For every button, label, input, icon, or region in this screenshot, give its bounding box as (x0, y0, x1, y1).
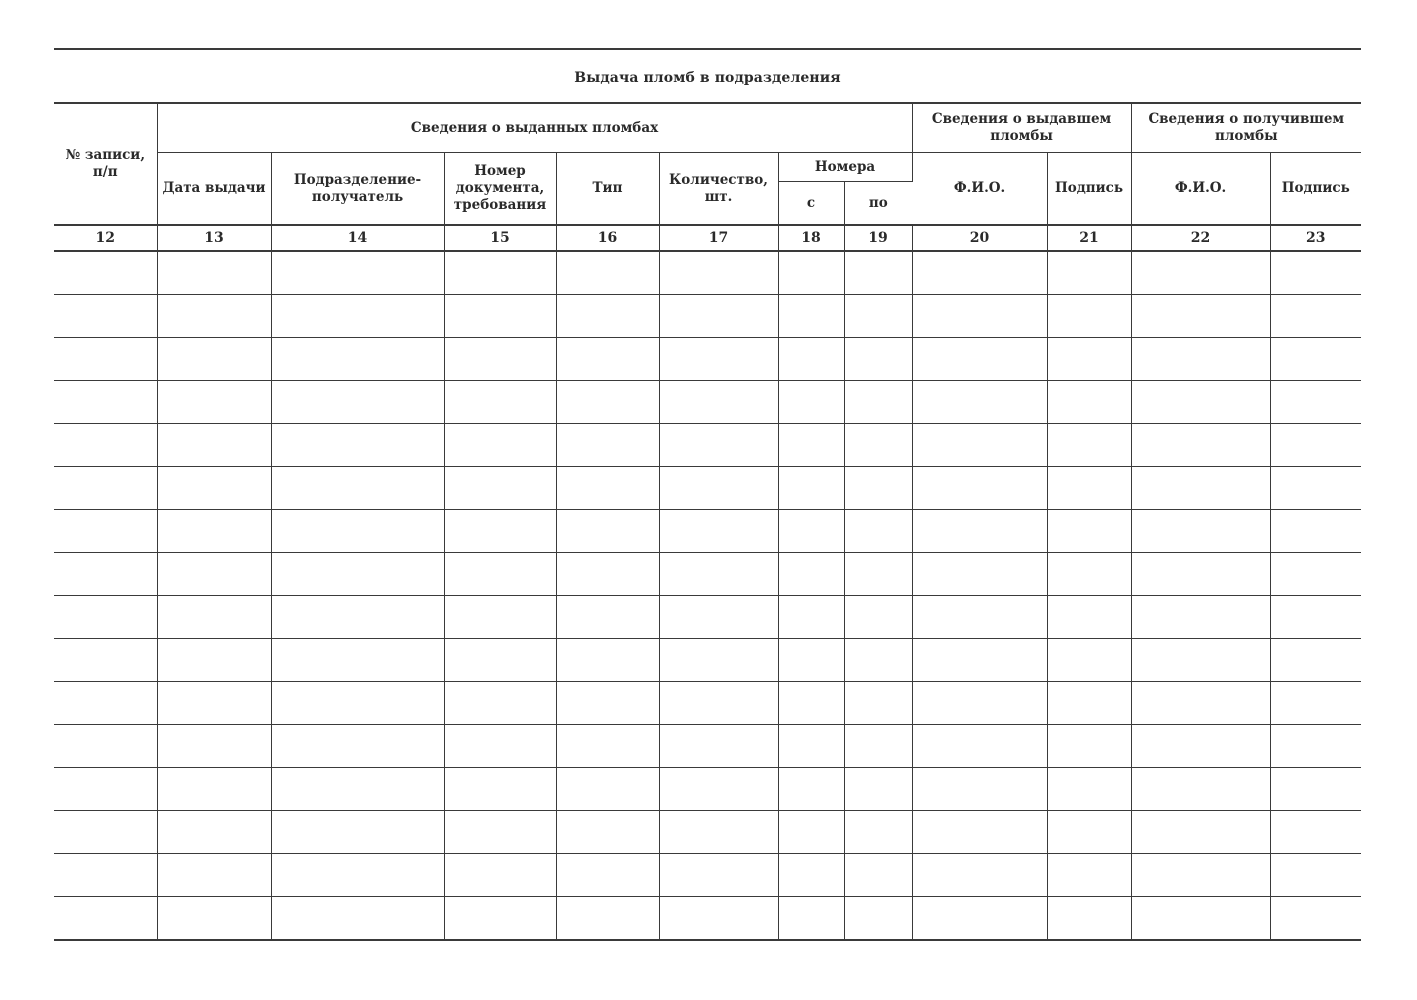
table-cell[interactable] (1131, 682, 1270, 725)
table-cell[interactable] (1131, 510, 1270, 553)
header-issue-date: Дата выдачи (157, 153, 271, 226)
table-cell[interactable] (54, 682, 157, 725)
table-cell[interactable] (844, 467, 912, 510)
table-cell[interactable] (912, 467, 1047, 510)
header-numbers: Номера (778, 153, 912, 182)
table-row (54, 338, 1361, 381)
table-cell[interactable] (444, 725, 556, 768)
header-numbers-from: с (778, 182, 844, 226)
table-cell[interactable] (778, 381, 844, 424)
column-number: 22 (1131, 225, 1270, 251)
table-cell[interactable] (54, 596, 157, 639)
table-cell[interactable] (54, 854, 157, 897)
table-cell[interactable] (1131, 251, 1270, 295)
table-cell[interactable] (912, 424, 1047, 467)
table-cell[interactable] (659, 424, 778, 467)
table-cell[interactable] (54, 467, 157, 510)
table-cell[interactable] (1270, 682, 1361, 725)
table-cell[interactable] (659, 897, 778, 940)
header-issuer-name: Ф.И.О. (912, 153, 1047, 226)
table-cell[interactable] (556, 553, 659, 596)
table-cell[interactable] (1047, 639, 1131, 682)
table-cell[interactable] (271, 811, 444, 854)
table-cell[interactable] (912, 510, 1047, 553)
table-cell[interactable] (157, 295, 271, 338)
table-row (54, 725, 1361, 768)
table-cell[interactable] (844, 424, 912, 467)
header-department: Подразделение-получатель (271, 153, 444, 226)
table-cell[interactable] (271, 596, 444, 639)
table-cell[interactable] (54, 510, 157, 553)
table-cell[interactable] (912, 553, 1047, 596)
table-cell[interactable] (659, 811, 778, 854)
table-cell[interactable] (844, 381, 912, 424)
header-receiver-info: Сведения о получившем пломбы (1131, 103, 1361, 153)
table-cell[interactable] (1131, 725, 1270, 768)
table-cell[interactable] (1131, 553, 1270, 596)
header-issued-info: Сведения о выданных пломбах (157, 103, 912, 153)
table-cell[interactable] (778, 811, 844, 854)
column-number: 20 (912, 225, 1047, 251)
table-cell[interactable] (1131, 854, 1270, 897)
table-cell[interactable] (778, 725, 844, 768)
table-cell[interactable] (1270, 510, 1361, 553)
table-cell[interactable] (54, 811, 157, 854)
table-cell[interactable] (54, 553, 157, 596)
column-number: 13 (157, 225, 271, 251)
table-cell[interactable] (556, 768, 659, 811)
table-cell[interactable] (1131, 338, 1270, 381)
table-cell[interactable] (659, 682, 778, 725)
table-cell[interactable] (556, 424, 659, 467)
form-title: Выдача пломб в подразделения (574, 70, 841, 86)
table-cell[interactable] (912, 295, 1047, 338)
column-number: 14 (271, 225, 444, 251)
table-cell[interactable] (912, 596, 1047, 639)
table-cell[interactable] (556, 725, 659, 768)
table-cell[interactable] (1047, 897, 1131, 940)
table-cell[interactable] (271, 639, 444, 682)
table-row (54, 510, 1361, 553)
table-cell[interactable] (659, 381, 778, 424)
table-cell[interactable] (556, 811, 659, 854)
table-cell[interactable] (912, 725, 1047, 768)
table-cell[interactable] (157, 510, 271, 553)
table-cell[interactable] (271, 897, 444, 940)
table-cell[interactable] (1270, 338, 1361, 381)
column-number: 19 (844, 225, 912, 251)
table-cell[interactable] (444, 251, 556, 295)
table-cell[interactable] (844, 251, 912, 295)
table-cell[interactable] (912, 639, 1047, 682)
table-cell[interactable] (912, 251, 1047, 295)
table-cell[interactable] (659, 295, 778, 338)
table-cell[interactable] (844, 897, 912, 940)
table-cell[interactable] (444, 295, 556, 338)
table-cell[interactable] (271, 854, 444, 897)
table-cell[interactable] (157, 682, 271, 725)
table-cell[interactable] (778, 338, 844, 381)
table-row (54, 553, 1361, 596)
table-cell[interactable] (912, 897, 1047, 940)
table-cell[interactable] (1270, 424, 1361, 467)
table-cell[interactable] (844, 510, 912, 553)
table-cell[interactable] (444, 553, 556, 596)
table-cell[interactable] (1047, 510, 1131, 553)
table-row (54, 596, 1361, 639)
header-issuer-signature: Подпись (1047, 153, 1131, 226)
table-cell[interactable] (1131, 897, 1270, 940)
table-cell[interactable] (556, 295, 659, 338)
table-cell[interactable] (157, 338, 271, 381)
table-cell[interactable] (778, 424, 844, 467)
table-cell[interactable] (844, 553, 912, 596)
table-cell[interactable] (912, 768, 1047, 811)
header-receiver-name: Ф.И.О. (1131, 153, 1270, 226)
form-page (54, 48, 1361, 941)
table-cell[interactable] (778, 768, 844, 811)
column-number: 16 (556, 225, 659, 251)
table-cell[interactable] (271, 768, 444, 811)
table-cell[interactable] (659, 639, 778, 682)
table-cell[interactable] (556, 338, 659, 381)
table-cell[interactable] (157, 854, 271, 897)
table-cell[interactable] (778, 295, 844, 338)
table-cell[interactable] (157, 424, 271, 467)
table-cell[interactable] (157, 467, 271, 510)
table-cell[interactable] (1131, 295, 1270, 338)
table-cell[interactable] (444, 897, 556, 940)
table-cell[interactable] (54, 338, 157, 381)
table-cell[interactable] (1270, 295, 1361, 338)
table-cell[interactable] (1047, 295, 1131, 338)
table-cell[interactable] (54, 639, 157, 682)
table-cell[interactable] (659, 854, 778, 897)
table-cell[interactable] (444, 854, 556, 897)
table-cell[interactable] (556, 897, 659, 940)
table-cell[interactable] (271, 338, 444, 381)
table-row (54, 251, 1361, 295)
table-cell[interactable] (1131, 467, 1270, 510)
table-cell[interactable] (1131, 381, 1270, 424)
table-cell[interactable] (54, 424, 157, 467)
column-number-row (54, 225, 1361, 251)
table-cell[interactable] (1131, 424, 1270, 467)
table-cell[interactable] (271, 424, 444, 467)
table-cell[interactable] (444, 682, 556, 725)
table-cell[interactable] (271, 381, 444, 424)
table-cell[interactable] (157, 381, 271, 424)
table-cell[interactable] (1047, 725, 1131, 768)
table-cell[interactable] (556, 596, 659, 639)
table-cell[interactable] (157, 811, 271, 854)
table-cell[interactable] (659, 467, 778, 510)
table-row (54, 811, 1361, 854)
table-cell[interactable] (271, 295, 444, 338)
table-cell[interactable] (1047, 682, 1131, 725)
table-cell[interactable] (1270, 553, 1361, 596)
table-cell[interactable] (778, 639, 844, 682)
table-cell[interactable] (556, 854, 659, 897)
table-cell[interactable] (1270, 768, 1361, 811)
table-cell[interactable] (1131, 768, 1270, 811)
table-cell[interactable] (912, 854, 1047, 897)
table-cell[interactable] (844, 596, 912, 639)
table-cell[interactable] (157, 553, 271, 596)
table-cell[interactable] (54, 725, 157, 768)
table-cell[interactable] (844, 338, 912, 381)
table-cell[interactable] (778, 510, 844, 553)
table-cell[interactable] (778, 682, 844, 725)
table-body (54, 251, 1361, 939)
table-cell[interactable] (844, 725, 912, 768)
table-cell[interactable] (556, 467, 659, 510)
table-cell[interactable] (444, 639, 556, 682)
table-cell[interactable] (844, 639, 912, 682)
table-cell[interactable] (1270, 381, 1361, 424)
table-cell[interactable] (1270, 725, 1361, 768)
table-row (54, 639, 1361, 682)
table-cell[interactable] (1270, 811, 1361, 854)
table-cell[interactable] (1047, 338, 1131, 381)
table-cell[interactable] (157, 768, 271, 811)
table-cell[interactable] (1131, 639, 1270, 682)
seal-issue-table (54, 102, 1361, 939)
table-cell[interactable] (444, 338, 556, 381)
bottom-rule (54, 939, 1361, 941)
table-cell[interactable] (556, 510, 659, 553)
table-cell[interactable] (1270, 596, 1361, 639)
table-cell[interactable] (271, 510, 444, 553)
table-cell[interactable] (778, 553, 844, 596)
table-cell[interactable] (1047, 553, 1131, 596)
table-row (54, 424, 1361, 467)
table-cell[interactable] (1270, 251, 1361, 295)
table-cell[interactable] (659, 510, 778, 553)
header-numbers-to: по (844, 182, 912, 226)
table-cell[interactable] (844, 768, 912, 811)
table-cell[interactable] (556, 639, 659, 682)
table-row (54, 854, 1361, 897)
table-cell[interactable] (271, 725, 444, 768)
table-cell[interactable] (157, 251, 271, 295)
table-cell[interactable] (271, 553, 444, 596)
table-cell[interactable] (778, 897, 844, 940)
table-cell[interactable] (1047, 251, 1131, 295)
table-cell[interactable] (271, 251, 444, 295)
table-cell[interactable] (54, 251, 157, 295)
table-cell[interactable] (1270, 897, 1361, 940)
table-cell[interactable] (844, 811, 912, 854)
table-cell[interactable] (444, 381, 556, 424)
table-cell[interactable] (157, 639, 271, 682)
column-number: 18 (778, 225, 844, 251)
column-number: 21 (1047, 225, 1131, 251)
table-cell[interactable] (912, 381, 1047, 424)
table-row (54, 381, 1361, 424)
table-cell[interactable] (844, 682, 912, 725)
table-cell[interactable] (659, 768, 778, 811)
table-cell[interactable] (659, 553, 778, 596)
table-cell[interactable] (54, 295, 157, 338)
table-cell[interactable] (157, 897, 271, 940)
table-cell[interactable] (271, 467, 444, 510)
table-cell[interactable] (1047, 768, 1131, 811)
table-cell[interactable] (1047, 424, 1131, 467)
table-cell[interactable] (444, 467, 556, 510)
table-cell[interactable] (157, 725, 271, 768)
table-row (54, 467, 1361, 510)
table-cell[interactable] (659, 596, 778, 639)
table-row (54, 682, 1361, 725)
table-row (54, 897, 1361, 940)
table-cell[interactable] (778, 467, 844, 510)
header-receiver-signature: Подпись (1270, 153, 1361, 226)
column-number: 12 (54, 225, 157, 251)
column-number: 15 (444, 225, 556, 251)
table-cell[interactable] (912, 338, 1047, 381)
table-cell[interactable] (912, 811, 1047, 854)
table-cell[interactable] (1131, 811, 1270, 854)
table-cell[interactable] (1047, 467, 1131, 510)
header-type: Тип (556, 153, 659, 226)
table-cell[interactable] (659, 251, 778, 295)
table-cell[interactable] (1270, 467, 1361, 510)
table-cell[interactable] (556, 682, 659, 725)
table-cell[interactable] (778, 854, 844, 897)
table-cell[interactable] (54, 381, 157, 424)
table-cell[interactable] (556, 251, 659, 295)
table-cell[interactable] (1047, 854, 1131, 897)
column-number: 23 (1270, 225, 1361, 251)
header-quantity: Количество, шт. (659, 153, 778, 226)
header-document-no: Номер документа, требования (444, 153, 556, 226)
table-cell[interactable] (1270, 639, 1361, 682)
header-issuer-info: Сведения о выдавшем пломбы (912, 103, 1131, 153)
table-cell[interactable] (556, 381, 659, 424)
table-cell[interactable] (1270, 854, 1361, 897)
column-number: 17 (659, 225, 778, 251)
table-cell[interactable] (1047, 381, 1131, 424)
table-cell[interactable] (444, 510, 556, 553)
table-cell[interactable] (444, 768, 556, 811)
table-cell[interactable] (1131, 596, 1270, 639)
table-cell[interactable] (778, 596, 844, 639)
table-cell[interactable] (844, 854, 912, 897)
table-cell[interactable] (54, 768, 157, 811)
header-record-no: № записи, п/п (54, 103, 157, 225)
table-cell[interactable] (444, 424, 556, 467)
table-cell[interactable] (444, 811, 556, 854)
table-cell[interactable] (54, 897, 157, 940)
table-row (54, 295, 1361, 338)
table-cell[interactable] (912, 682, 1047, 725)
table-cell[interactable] (659, 338, 778, 381)
table-cell[interactable] (1047, 596, 1131, 639)
table-cell[interactable] (844, 295, 912, 338)
table-cell[interactable] (778, 251, 844, 295)
table-cell[interactable] (271, 682, 444, 725)
table-cell[interactable] (157, 596, 271, 639)
table-cell[interactable] (1047, 811, 1131, 854)
table-cell[interactable] (659, 725, 778, 768)
table-row (54, 768, 1361, 811)
table-cell[interactable] (444, 596, 556, 639)
